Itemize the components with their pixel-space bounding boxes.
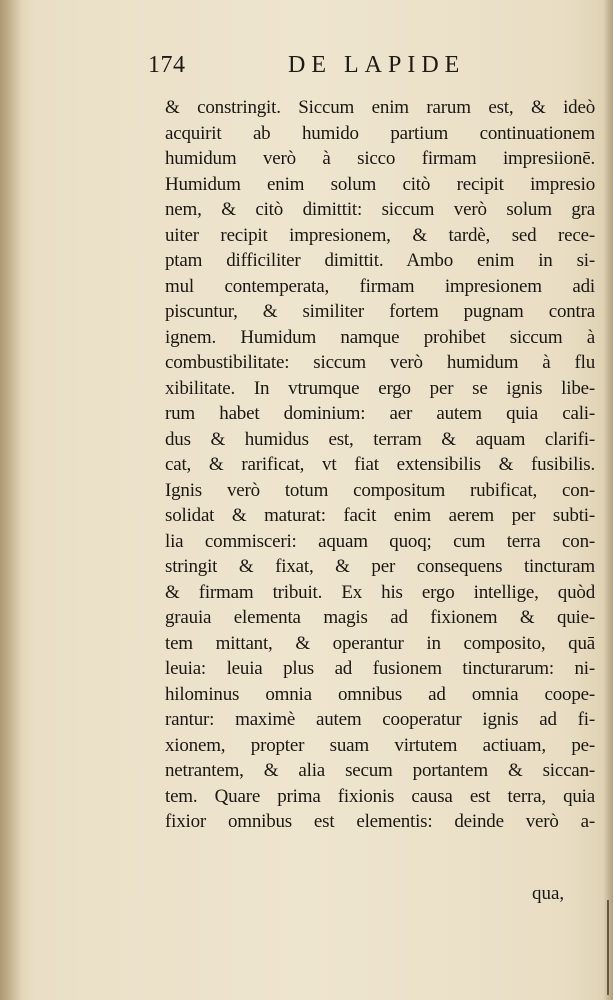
text-line: rantur: maximè autem cooperatur ignis ad fi- xyxy=(165,709,595,730)
text-line: mul contemperata, firmam impresionem adi xyxy=(165,275,595,297)
text-line: hilominus omnia omnibus ad omnia coope- xyxy=(165,683,595,705)
text-line: leuia: leuia plus ad fusionem tincturarum: ni- xyxy=(165,658,595,679)
text-line: xionem, propter suam virtutem actiuam, pe- xyxy=(165,734,595,756)
text-line: stringit & fixat, & per consequens tincturam xyxy=(165,556,595,577)
page-edge-shadow xyxy=(603,0,613,1000)
page-header xyxy=(148,50,588,84)
body-text xyxy=(165,95,595,835)
text-line: uiter recipit impresionem, & tardè, sed rece- xyxy=(165,224,595,246)
text-line: ptam difficiliter dimittit. Ambo enim in si- xyxy=(165,250,595,271)
text-line: & constringit. Siccum enim rarum est, & ideò xyxy=(165,97,595,118)
text-line: rum habet dominium: aer autem quia cali- xyxy=(165,403,595,424)
running-head: DE LAPIDE xyxy=(288,52,466,78)
text-line: lia commisceri: aquam quoq; cum terra con- xyxy=(165,530,595,552)
text-line: Ignis verò totum compositum rubificat, con- xyxy=(165,479,595,501)
text-line: piscuntur, & similiter fortem pugnam contra xyxy=(165,301,595,322)
text-line: grauia elementa magis ad fixionem & quie- xyxy=(165,607,595,628)
text-line: netrantem, & alia secum portantem & siccan- xyxy=(165,760,595,781)
text-line: Humidum enim solum citò recipit impresio xyxy=(165,173,595,195)
text-line: nem, & citò dimittit: siccum verò solum gra xyxy=(165,199,595,220)
text-line: & firmam tribuit. Ex his ergo intellige, quòd xyxy=(165,581,595,603)
text-line: dus & humidus est, terram & aquam clarifi- xyxy=(165,428,595,450)
catchword: qua, xyxy=(532,883,565,904)
page-edge-mark xyxy=(607,900,609,995)
text-line: xibilitate. In vtrumque ergo per se ignis libe- xyxy=(165,377,595,399)
text-line: tem mittant, & operantur in composito, quā xyxy=(165,632,595,654)
text-line: acquirit ab humido partium continuationem xyxy=(165,122,595,144)
text-line: ignem. Humidum namque prohibet siccum à xyxy=(165,326,595,348)
text-line: tem. Quare prima fixionis causa est terra, quia xyxy=(165,785,595,807)
text-line: combustibilitate: siccum verò humidum à flu xyxy=(165,352,595,373)
text-line: solidat & maturat: facit enim aerem per subti- xyxy=(165,505,595,526)
page-number: 174 xyxy=(148,52,186,78)
text-line: humidum verò à sicco firmam impresiionē. xyxy=(165,148,595,169)
text-line: fixior omnibus est elementis: deinde verò a- xyxy=(165,811,595,832)
gutter-shadow xyxy=(0,0,22,1000)
text-line: cat, & rarificat, vt fiat extensibilis & fusibilis. xyxy=(165,454,595,475)
